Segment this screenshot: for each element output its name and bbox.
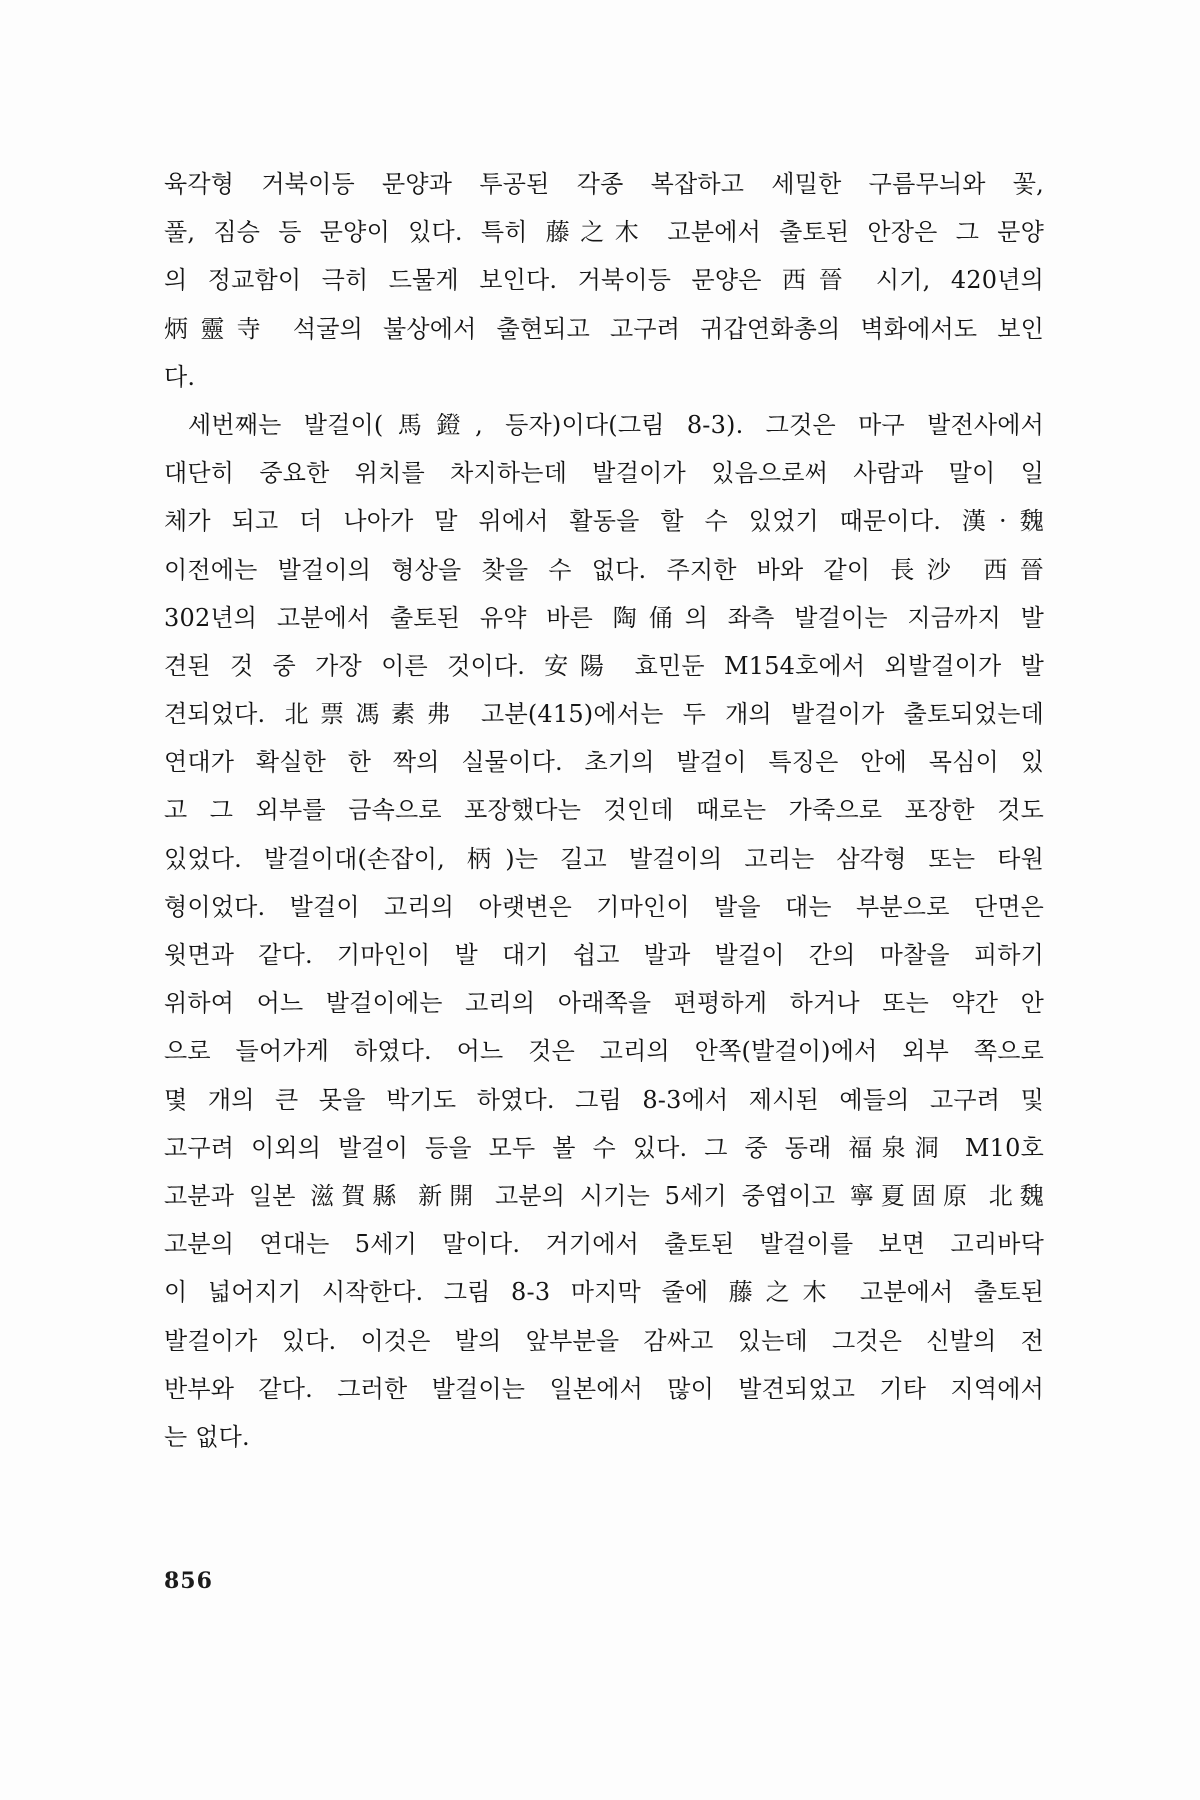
- text-line: 몇 개의 큰 못을 박기도 하였다. 그림 8-3에서 제시된 예들의 고구려 및: [164, 1085, 1044, 1114]
- text-line: 체가 되고 더 나아가 말 위에서 활동을 할 수 있었기 때문이다. 漢·魏: [164, 507, 1044, 536]
- text-line: 연대가 확실한 한 짝의 실물이다. 초기의 발걸이 특징은 안에 목심이 있: [164, 748, 1044, 777]
- text-line: 는 없다.: [164, 1422, 250, 1451]
- text-line: 반부와 같다. 그러한 발걸이는 일본에서 많이 발견되었고 기타 지역에서: [164, 1374, 1044, 1403]
- text-line: 있었다. 발걸이대(손잡이, 柄)는 길고 발걸이의 고리는 삼각형 또는 타원: [164, 844, 1044, 873]
- text-line: 으로 들어가게 하였다. 어느 것은 고리의 안쪽(발걸이)에서 외부 쪽으로: [164, 1037, 1044, 1066]
- text-line: 견되었다. 北票馮素弗 고분(415)에서는 두 개의 발걸이가 출토되었는데: [164, 700, 1044, 729]
- text-line: 대단히 중요한 위치를 차지하는데 발걸이가 있음으로써 사람과 말이 일: [164, 459, 1044, 488]
- text-line: 고구려 이외의 발걸이 등을 모두 볼 수 있다. 그 중 동래 福泉洞 M10호: [164, 1133, 1044, 1162]
- body-text: [164, 160, 1044, 1461]
- text-line: 의 정교함이 극히 드물게 보인다. 거북이등 문양은 西晉 시기, 420년의: [164, 266, 1044, 295]
- text-line: 위하여 어느 발걸이에는 고리의 아래쪽을 편평하게 하거나 또는 약간 안: [164, 989, 1044, 1018]
- text-line: 고 그 외부를 금속으로 포장했다는 것인데 때로는 가죽으로 포장한 것도: [164, 796, 1044, 825]
- text-line: 윗면과 같다. 기마인이 발 대기 쉽고 발과 발걸이 간의 마찰을 피하기: [164, 941, 1044, 969]
- text-line: 발걸이가 있다. 이것은 발의 앞부분을 감싸고 있는데 그것은 신발의 전: [164, 1326, 1044, 1355]
- text-line: 다.: [164, 362, 196, 391]
- text-line: 이 넓어지기 시작한다. 그림 8-3 마지막 줄에 藤之木 고분에서 출토된: [164, 1278, 1044, 1307]
- text-line: 302년의 고분에서 출토된 유약 바른 陶俑의 좌측 발걸이는 지금까지 발: [164, 603, 1044, 632]
- text-line: 고분과 일본 滋賀縣 新開 고분의 시기는 5세기 중엽이고 寧夏固原 北魏: [164, 1181, 1044, 1210]
- text-line: 풀, 짐승 등 문양이 있다. 특히 藤之木 고분에서 출토된 안장은 그 문양: [164, 218, 1044, 247]
- text-line: 고분의 연대는 5세기 말이다. 거기에서 출토된 발걸이를 보면 고리바닥: [164, 1230, 1044, 1259]
- text-line: 견된 것 중 가장 이른 것이다. 安陽 효민둔 M154호에서 외발걸이가 발: [164, 651, 1044, 680]
- page-number: 856: [164, 1568, 213, 1594]
- text-line: 육각형 거북이등 문양과 투공된 각종 복잡하고 세밀한 구름무늬와 꽃,: [164, 170, 1044, 198]
- text-line: 형이었다. 발걸이 고리의 아랫변은 기마인이 발을 대는 부분으로 단면은: [164, 892, 1044, 921]
- text-line: 이전에는 발걸이의 형상을 찾을 수 없다. 주지한 바와 같이 長沙 西晉: [164, 555, 1044, 584]
- paragraph-start-line: 세번째는 발걸이(馬鐙, 등자)이다(그림 8-3). 그것은 마구 발전사에서: [188, 410, 1044, 439]
- text-line: 炳靈寺 석굴의 불상에서 출현되고 고구려 귀갑연화총의 벽화에서도 보인: [164, 314, 1044, 343]
